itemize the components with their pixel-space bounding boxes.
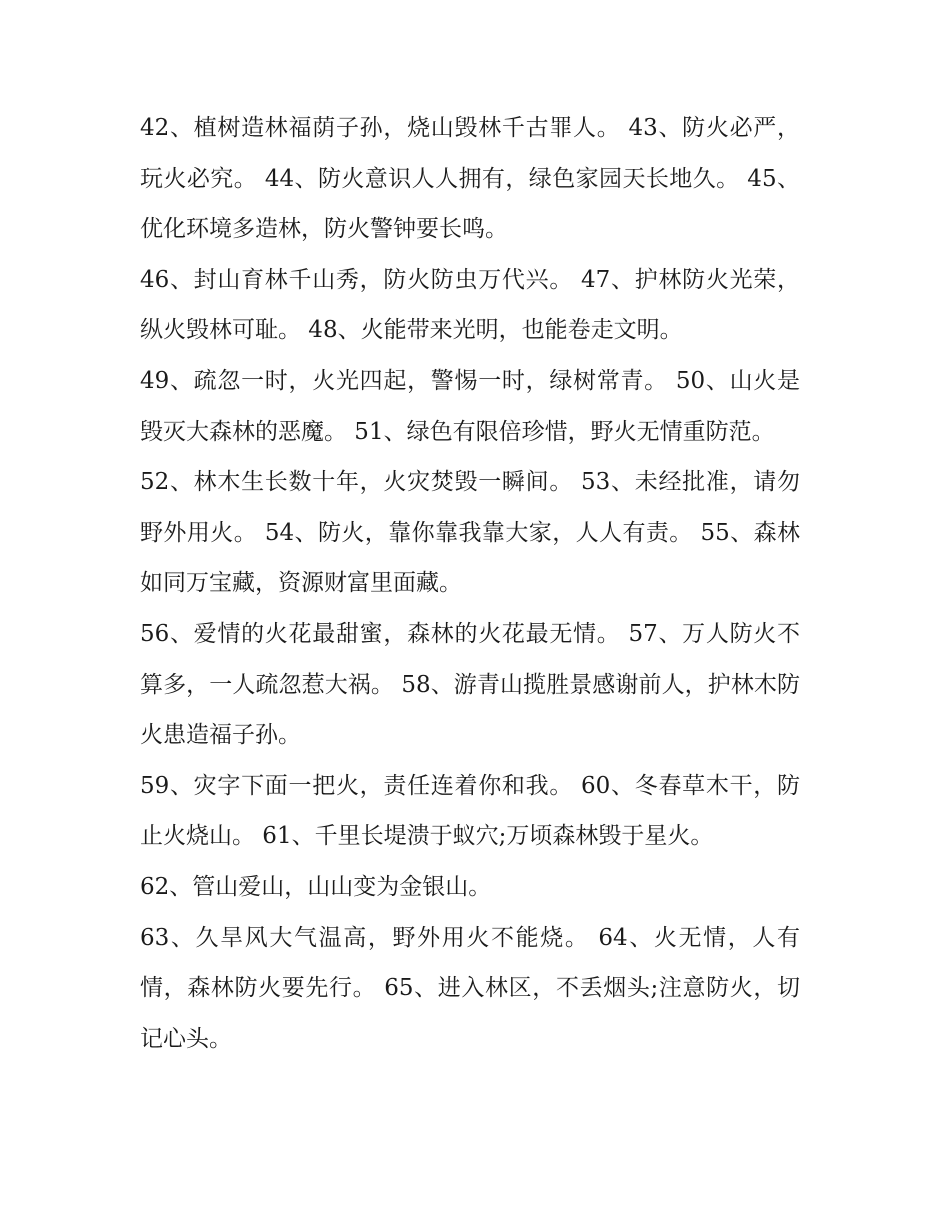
paragraph-slogans-59-61: 59、灾字下面一把火，责任连着你和我。 60、冬春草木干，防止火烧山。 61、千里长堤溃于蚁穴;万顷森林毁于星火。 [140,772,800,850]
document-page [140,103,800,1064]
paragraph-slogans-46-48: 46、封山育林千山秀，防火防虫万代兴。 47、护林防火光荣，纵火毁林可耻。 48、火能带来光明，也能卷走文明。 [140,266,800,344]
paragraph-slogans-42-45: 42、植树造林福荫子孙，烧山毁林千古罪人。 43、防火必严，玩火必究。 44、防火意识人人拥有，绿色家园天长地久。 45、优化环境多造林，防火警钟要长鸣。 [140,115,800,243]
paragraph-slogans-63-65: 63、久旱风大气温高，野外用火不能烧。 64、火无情，人有情，森林防火要先行。 65、进入林区，不丢烟头;注意防火，切记心头。 [140,924,800,1052]
paragraph-slogans-49-51: 49、疏忽一时，火光四起，警惕一时，绿树常青。 50、山火是毁灭大森林的恶魔。 51、绿色有限倍珍惜，野火无情重防范。 [140,367,800,445]
paragraph-slogans-56-58: 56、爱情的火花最甜蜜，森林的火花最无情。 57、万人防火不算多，一人疏忽惹大祸。 58、游青山揽胜景感谢前人，护林木防火患造福子孙。 [140,620,800,749]
paragraph-slogan-62: 62、管山爱山，山山变为金银山。 [140,873,492,900]
paragraph-slogans-52-55: 52、林木生长数十年，火灾焚毁一瞬间。 53、未经批准，请勿野外用火。 54、防火，靠你靠我靠大家，人人有责。 55、森林如同万宝藏，资源财富里面藏。 [140,469,800,597]
